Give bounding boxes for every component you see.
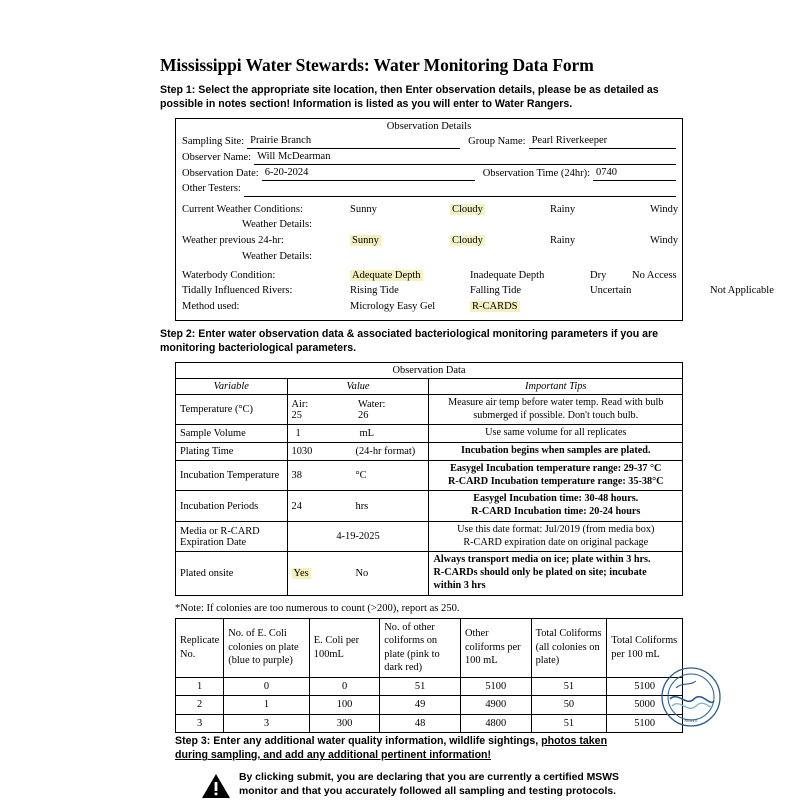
expiration-tip-2: R-CARD expiration date on original package <box>463 536 649 548</box>
other-testers-label: Other Testers: <box>182 183 241 195</box>
row-tips-sample-volume: Use same volume for all replicates <box>429 425 683 443</box>
tidal-option-uncertain[interactable]: Uncertain <box>590 285 632 297</box>
incubation-temperature-unit: °C <box>355 470 367 482</box>
tidal-option-falling-tide[interactable]: Falling Tide <box>470 285 522 297</box>
replicate-3-total-coliforms-plate[interactable]: 51 <box>531 714 607 733</box>
row-value-plating-time[interactable] <box>287 443 429 461</box>
observation-data-title: Observation Data <box>176 362 683 378</box>
row-label-plated-onsite: Plated onsite <box>176 552 288 595</box>
row-value-temperature[interactable] <box>287 394 429 425</box>
row-label-temperature: Temperature (°C) <box>176 394 288 425</box>
replicate-2-total-coliforms-100ml[interactable]: 5000 <box>607 696 683 715</box>
tidal-option-not-applicable[interactable]: Not Applicable <box>710 285 774 297</box>
row-value-incubation-temperature[interactable] <box>287 460 429 491</box>
step2-instructions <box>160 328 705 356</box>
table-row <box>176 677 683 696</box>
weather-details-label-previous: Weather Details: <box>242 250 312 262</box>
replicate-2-ecoli-colonies[interactable]: 1 <box>224 696 310 715</box>
replicate-2-other-coliforms-plate[interactable]: 49 <box>380 696 461 715</box>
column-value: Value <box>287 378 429 394</box>
plated-onsite-tip-2: R-CARDs should only be plated on site; incubate <box>433 567 647 579</box>
row-label-incubation-temperature: Incubation Temperature <box>176 460 288 491</box>
method-option-r-cards[interactable]: R-CARDS <box>472 301 518 313</box>
warning-icon <box>201 773 231 800</box>
observation-date-row <box>182 166 676 181</box>
incubation-periods-value[interactable]: 24 <box>291 500 302 512</box>
msws-seal-logo <box>660 666 722 728</box>
plated-onsite-tip-3: within 3 hrs <box>433 579 486 591</box>
step3-line2: during sampling, and add any additional pertinent information! <box>175 749 492 762</box>
current-weather-option-rainy[interactable]: Rainy <box>550 203 576 215</box>
replicate-column-total-coliforms-100ml: Total Coliforms per 100 mL <box>607 618 683 677</box>
previous-weather-option-windy[interactable]: Windy <box>650 235 679 247</box>
row-tips-incubation-periods <box>429 491 683 522</box>
step2-line2: monitoring bacteriological parameters. <box>160 341 357 354</box>
incubation-periods-unit: hrs <box>355 500 369 512</box>
observation-data-title-row <box>176 362 683 378</box>
step3-line1-underline: photos taken <box>541 735 608 748</box>
submit-declaration <box>175 767 685 800</box>
replicate-1-total-coliforms-plate[interactable]: 51 <box>531 677 607 696</box>
table-row-expiration-date <box>176 521 683 552</box>
current-weather-label: Current Weather Conditions: <box>182 203 303 215</box>
tidal-row <box>182 283 774 299</box>
group-name-input[interactable]: Pearl Riverkeeper <box>529 134 676 149</box>
replicate-column-total-coliforms-plate: Total Coliforms (all colonies on plate) <box>531 618 607 677</box>
observation-data-table <box>175 362 683 596</box>
previous-weather-details-row <box>182 249 676 265</box>
row-label-sample-volume: Sample Volume <box>176 425 288 443</box>
expiration-tip-1: Use this date format: Jul/2019 (from media box) <box>457 523 655 535</box>
current-weather-row <box>182 202 679 218</box>
plated-onsite-no[interactable]: No <box>355 567 369 579</box>
replicate-3-no: 3 <box>176 714 224 733</box>
previous-weather-option-sunny[interactable]: Sunny <box>352 235 379 247</box>
replicate-3-ecoli-colonies[interactable]: 3 <box>224 714 310 733</box>
step1-instructions <box>160 84 705 112</box>
observation-details-box <box>175 118 774 321</box>
row-value-plated-onsite[interactable] <box>287 552 429 595</box>
sampling-site-row <box>182 134 676 149</box>
replicate-3-ecoli-per-100ml[interactable]: 300 <box>309 714 380 733</box>
row-tips-expiration-date <box>429 521 683 552</box>
sampling-site-label: Sampling Site: <box>182 135 245 147</box>
waterbody-condition-label: Waterbody Condition: <box>182 269 276 281</box>
previous-weather-label: Weather previous 24-hr: <box>182 235 284 247</box>
step1-line1: Step 1: Select the appropriate site location, then Enter observation details, please be as detailed as <box>160 84 659 96</box>
observation-time-input[interactable]: 0740 <box>593 166 676 181</box>
incubation-periods-tip-2: R-CARD Incubation time: 20-24 hours <box>471 506 641 518</box>
row-value-expiration-date[interactable]: 4-19-2025 <box>287 521 429 552</box>
observation-time-label: Observation Time (24hr): <box>482 168 591 180</box>
step1-line2: possible in notes section! Information is listed as you will enter to Water Rangers. <box>160 97 573 110</box>
replicate-2-total-coliforms-plate[interactable]: 50 <box>531 696 607 715</box>
table-row-plating-time <box>176 443 683 461</box>
replicate-column-other-coliforms-100ml: Other coliforms per 100 mL <box>460 618 531 677</box>
sample-volume-value[interactable]: 1 <box>295 428 301 440</box>
waterbody-option-adequate-depth[interactable]: Adequate Depth <box>352 269 421 281</box>
method-row <box>182 299 676 315</box>
replicate-1-no: 1 <box>176 677 224 696</box>
row-value-incubation-periods[interactable] <box>287 491 429 522</box>
declaration-text <box>239 767 619 799</box>
previous-weather-row <box>182 233 679 249</box>
air-temp-label: Air: <box>291 398 309 410</box>
current-weather-option-windy[interactable]: Windy <box>650 203 679 215</box>
incubation-temperature-tip-2: R-CARD Incubation temperature range: 35-38°C <box>447 475 664 487</box>
plating-time-value[interactable]: 1030 <box>291 445 313 457</box>
weather-details-label-current: Weather Details: <box>242 219 312 231</box>
replicate-1-other-coliforms-100ml[interactable]: 5100 <box>460 677 531 696</box>
replicate-2-ecoli-per-100ml[interactable]: 100 <box>309 696 380 715</box>
current-weather-option-cloudy[interactable]: Cloudy <box>452 203 483 215</box>
table-row-incubation-periods <box>176 491 683 522</box>
water-temp-value[interactable]: 26 <box>358 409 369 421</box>
incubation-temperature-tip-1: Easygel Incubation temperature range: 29-37 °C <box>450 462 662 474</box>
replicate-column-no: Replicate No. <box>176 618 224 677</box>
column-variable: Variable <box>176 378 288 394</box>
replicate-1-ecoli-per-100ml[interactable]: 0 <box>309 677 380 696</box>
method-option-easy-gel[interactable]: Micrology Easy Gel <box>350 301 436 313</box>
observation-date-label: Observation Date: <box>182 168 259 180</box>
observer-name-row <box>182 150 676 165</box>
replicate-2-no: 2 <box>176 696 224 715</box>
replicate-column-ecoli-colonies: No. of E. Coli colonies on plate (blue to purple) <box>224 618 310 677</box>
table-row-sample-volume <box>176 425 683 443</box>
plating-time-unit: (24-hr format) <box>355 445 416 457</box>
step2-line1: Step 2: Enter water observation data & associated bacteriological monitoring parameters if you are <box>160 327 659 340</box>
observation-details-header: Observation Details <box>386 120 472 132</box>
water-temp-label: Water: <box>358 398 386 410</box>
waterbody-option-no-access[interactable]: No Access <box>632 269 677 281</box>
row-tips-plating-time: Incubation begins when samples are plated. <box>429 443 683 461</box>
colony-count-note: *Note: If colonies are too numerous to count (>200), report as 250. <box>175 602 460 614</box>
waterbody-option-dry[interactable]: Dry <box>590 269 607 281</box>
table-row-plated-onsite <box>176 552 683 595</box>
previous-weather-option-rainy[interactable]: Rainy <box>550 235 576 247</box>
row-label-expiration-date: Media or R-CARD Expiration Date <box>176 521 288 552</box>
replicate-column-ecoli-per-100ml: E. Coli per 100mL <box>309 618 380 677</box>
air-temp-value[interactable]: 25 <box>291 409 302 421</box>
table-row-temperature <box>176 394 683 425</box>
observer-name-input[interactable]: Will McDearman <box>254 150 676 165</box>
replicate-table <box>175 618 683 734</box>
replicate-3-other-coliforms-plate[interactable]: 48 <box>380 714 461 733</box>
replicate-1-ecoli-colonies[interactable]: 0 <box>224 677 310 696</box>
replicate-1-other-coliforms-plate[interactable]: 51 <box>380 677 461 696</box>
tidal-label: Tidally Influenced Rivers: <box>182 285 293 297</box>
page-title: Mississippi Water Stewards: Water Monitoring Data Form <box>160 55 594 75</box>
row-tips-incubation-temperature <box>429 460 683 491</box>
row-value-sample-volume[interactable] <box>287 425 429 443</box>
replicate-header-row <box>176 618 683 677</box>
step3-instructions <box>175 735 705 763</box>
step3-line1: Step 3: Enter any additional water quality information, wildlife sightings, <box>175 735 542 748</box>
plated-onsite-yes[interactable]: Yes <box>293 567 309 579</box>
row-tips-plated-onsite <box>429 552 683 595</box>
group-name-label: Group Name: <box>468 135 526 147</box>
tidal-option-rising-tide[interactable]: Rising Tide <box>350 285 399 297</box>
sample-volume-unit: mL <box>359 428 374 440</box>
column-tips: Important Tips <box>429 378 683 394</box>
waterbody-condition-row <box>182 268 676 284</box>
table-row-incubation-temperature <box>176 460 683 491</box>
replicate-3-other-coliforms-100ml[interactable]: 4800 <box>460 714 531 733</box>
declaration-line1: By clicking submit, you are declaring that you are currently a certified MSWS <box>239 772 619 784</box>
replicate-2-other-coliforms-100ml[interactable]: 4900 <box>460 696 531 715</box>
replicate-column-other-coliforms-plate: No. of other coliforms on plate (pink to dark red) <box>380 618 461 677</box>
observation-date-input[interactable]: 6-20-2024 <box>262 166 475 181</box>
incubation-temperature-value[interactable]: 38 <box>291 470 302 482</box>
row-label-incubation-periods: Incubation Periods <box>176 491 288 522</box>
row-tips-temperature: Measure air temp before water temp. Read with bulb submerged if possible. Don't touch bulb. <box>429 394 683 425</box>
replicate-1-total-coliforms-100ml[interactable]: 5100 <box>607 677 683 696</box>
observer-name-label: Observer Name: <box>182 152 252 164</box>
table-row <box>176 696 683 715</box>
replicate-3-total-coliforms-100ml[interactable]: 5100 <box>607 714 683 733</box>
declaration-line2: monitor and that you accurately followed all sampling and testing protocols. <box>239 786 616 798</box>
row-label-plating-time: Plating Time <box>176 443 288 461</box>
plated-onsite-tip-1: Always transport media on ice; plate within 3 hrs. <box>433 554 651 566</box>
previous-weather-option-cloudy[interactable]: Cloudy <box>452 235 483 247</box>
svg-text:MSWS: MSWS <box>684 718 698 723</box>
table-row <box>176 714 683 733</box>
observation-data-header-row <box>176 378 683 394</box>
method-label: Method used: <box>182 301 240 313</box>
current-weather-option-sunny[interactable]: Sunny <box>350 203 377 215</box>
current-weather-details-row <box>182 217 676 233</box>
incubation-periods-tip-1: Easygel Incubation time: 30-48 hours. <box>473 493 639 505</box>
other-testers-input[interactable] <box>244 183 676 197</box>
waterbody-option-inadequate-depth[interactable]: Inadequate Depth <box>470 269 545 281</box>
sampling-site-input[interactable]: Prairie Branch <box>247 134 460 149</box>
other-testers-row <box>182 182 676 196</box>
